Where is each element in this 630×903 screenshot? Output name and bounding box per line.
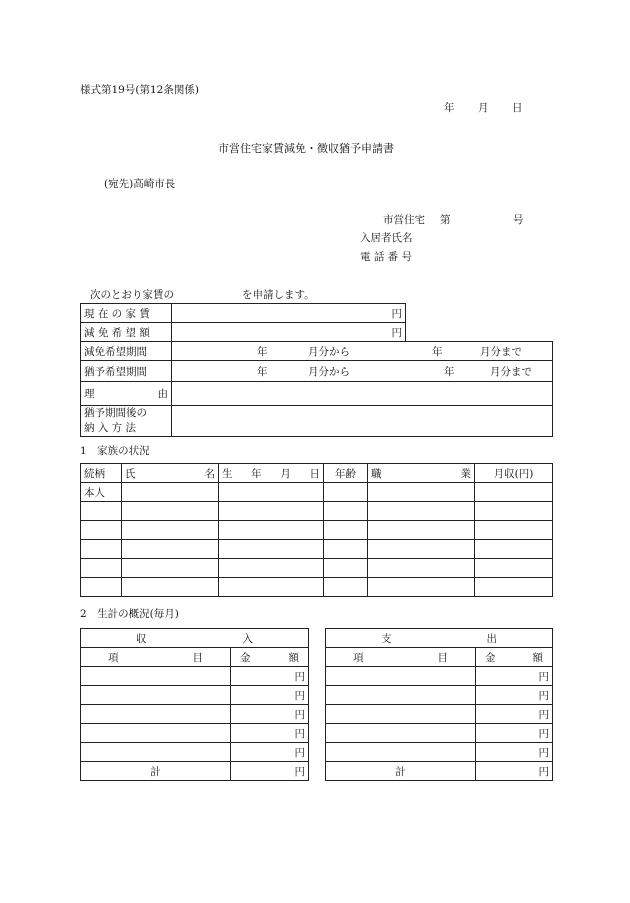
income-title: 収 入 [81,629,309,648]
family-section-title: 1 家族の状況 [80,445,150,457]
expense-table [325,628,553,781]
desired-reduction-row [81,323,553,342]
family-row [81,540,553,559]
family-row [81,578,553,597]
family-table [80,463,553,597]
income-amount-header: 金 額 [231,648,309,667]
desired-reduction-yen[interactable]: 円 [172,323,406,342]
expense-row: 円 [326,724,553,743]
date-year-label: 年 [444,102,455,114]
phone-label: 電 話 番 号 [360,251,413,263]
income-header-row [81,648,309,667]
family-header-row [81,464,553,483]
income-total-label: 計 [81,762,231,781]
reduction-period-field[interactable]: 年 月分から 年 月分まで [172,342,553,361]
housing-label: 市営住宅 [383,214,425,226]
expense-row: 円 [326,705,553,724]
deferral-period-field[interactable]: 年 月分から 年 月分まで [172,361,553,382]
family-row [81,521,553,540]
expense-total-label: 計 [326,762,476,781]
occupation-header: 職 業 [368,464,475,483]
expense-header-row [326,648,553,667]
income-row: 円 [81,705,309,724]
addressee: (宛先)高崎市長 [104,178,176,190]
intro-suffix: を申請します。 [242,289,315,301]
expense-item-header: 項 目 [326,648,476,667]
relation-header: 続柄 [81,464,122,483]
desired-reduction-label: 減 免 希 望 額 [81,323,172,342]
birthdate-header: 生 年 月 日 [219,464,324,483]
date-day-label: 日 [512,102,523,114]
reduction-period-row [81,342,553,361]
family-row [81,502,553,521]
current-rent-yen[interactable]: 円 [172,304,406,323]
expense-row: 円 [326,743,553,762]
reduction-period-label: 減免希望期間 [81,342,172,361]
expense-total-yen[interactable]: 円 [476,762,553,781]
budget-section-title: 2 生計の概況(毎月) [80,608,179,620]
housing-number-prefix: 第 [440,214,451,226]
income-title-row [81,629,309,648]
reason-label-cell: 理 由 [81,382,172,406]
expense-total-row [326,762,553,781]
application-table [80,303,553,437]
reason-field[interactable] [172,382,553,406]
expense-title: 支 出 [326,629,553,648]
expense-amount-header: 金 額 [476,648,553,667]
income-row: 円 [81,743,309,762]
resident-name-label: 入居者氏名 [360,232,413,244]
income-row: 円 [81,724,309,743]
income-header: 月収(円) [475,464,553,483]
payment-method-field[interactable] [172,406,553,437]
expense-title-row [326,629,553,648]
income-row: 円 [81,667,309,686]
intro-prefix: 次のとおり家賃の [90,289,174,301]
income-table [80,628,309,781]
date-month-label: 月 [478,102,489,114]
document-title: 市営住宅家賃減免・徴収猶予申請書 [218,142,394,155]
payment-method-row [81,406,553,437]
family-row [81,483,553,502]
expense-row: 円 [326,686,553,705]
reason-row [81,382,553,406]
income-total-yen[interactable]: 円 [231,762,309,781]
income-item-header: 項 目 [81,648,231,667]
deferral-period-label: 猶予希望期間 [81,361,172,382]
current-rent-row [81,304,553,323]
income-row: 円 [81,686,309,705]
name-header: 氏 名 [122,464,219,483]
relation-cell: 本人 [81,483,122,502]
current-rent-label: 現 在 の 家 賃 [81,304,172,323]
expense-row: 円 [326,667,553,686]
payment-method-label: 猶予期間後の 納 入 方 法 [81,406,172,437]
family-row [81,559,553,578]
form-number: 様式第19号(第12条関係) [80,84,199,96]
housing-number-suffix: 号 [513,214,524,226]
deferral-period-row [81,361,553,382]
income-total-row [81,762,309,781]
age-header: 年齢 [324,464,368,483]
